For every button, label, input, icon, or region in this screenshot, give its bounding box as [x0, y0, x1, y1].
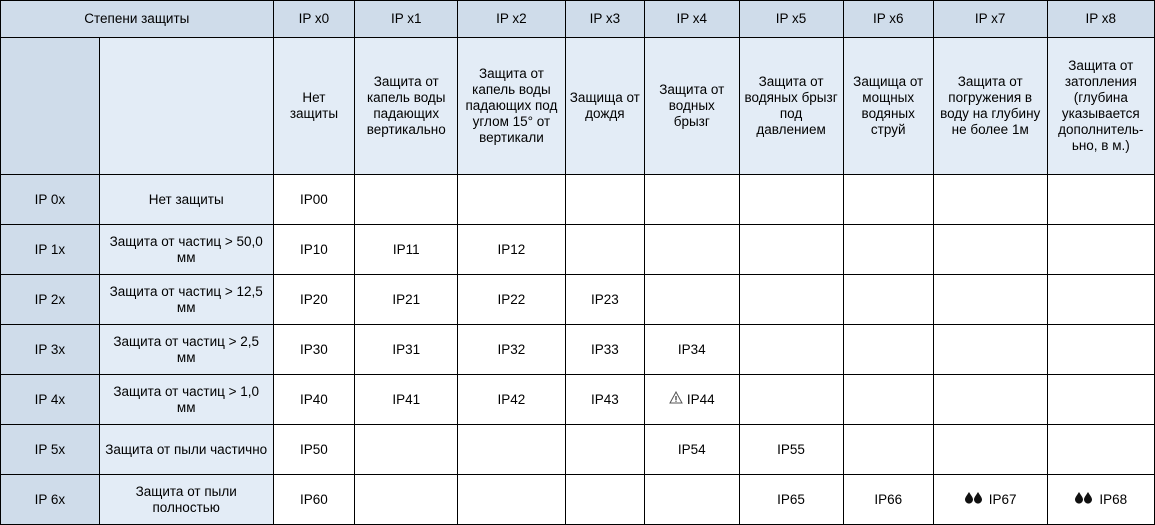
ip-code-cell — [273, 275, 355, 325]
water-drops-icon — [964, 491, 984, 509]
ip-code-cell — [273, 325, 355, 375]
ip-code-cell — [739, 425, 843, 475]
ip-code-cell — [739, 325, 843, 375]
table-row — [1, 375, 1155, 425]
description-corner-left — [1, 38, 100, 175]
ip-code-cell — [933, 325, 1047, 375]
table-header-row — [1, 1, 1155, 38]
column-header-3: IP x3 — [565, 1, 644, 38]
table-row — [1, 275, 1155, 325]
ip-code-cell — [458, 475, 565, 525]
ip-code-label: IP10 — [300, 241, 328, 257]
ip-code-label: IP32 — [497, 341, 526, 357]
ip-code-cell — [458, 325, 565, 375]
ip-code-cell — [565, 275, 644, 325]
ip-code-label: IP33 — [590, 341, 619, 357]
ip-code-cell — [645, 225, 739, 275]
column-description-5: Защита от водяных брызг под давлением — [739, 38, 843, 175]
column-description-3: Защища от дождя — [565, 38, 644, 175]
ip-code-cell — [843, 175, 933, 225]
ip-code-cell — [273, 375, 355, 425]
column-header-5: IP x5 — [739, 1, 843, 38]
ip-code-label: IP40 — [300, 391, 328, 407]
ip-code-cell — [1047, 325, 1154, 375]
table-row — [1, 325, 1155, 375]
row-label-3: IP 3x — [1, 325, 100, 375]
row-label-6: IP 6x — [1, 475, 100, 525]
water-drops-icon — [1074, 491, 1094, 509]
column-header-6: IP x6 — [843, 1, 933, 38]
ip-code-cell — [933, 425, 1047, 475]
ip-code-cell — [843, 375, 933, 425]
ip-code-cell — [739, 475, 843, 525]
row-description-0: Нет защиты — [99, 175, 273, 225]
ip-code-label: IP00 — [300, 191, 328, 207]
ip-code-cell — [565, 325, 644, 375]
ip-code-label: IP22 — [497, 291, 526, 307]
ip-code-cell — [355, 475, 458, 525]
column-header-4: IP x4 — [645, 1, 739, 38]
ip-code-cell — [1047, 475, 1154, 525]
column-description-0: Нет защиты — [273, 38, 355, 175]
ip-code-label: IP23 — [590, 291, 619, 307]
row-label-1: IP 1x — [1, 225, 100, 275]
ip-code-label: IP11 — [392, 241, 420, 257]
ip-code-cell — [458, 375, 565, 425]
ip-code-cell — [1047, 225, 1154, 275]
ip-code-cell — [1047, 175, 1154, 225]
description-corner-right — [99, 38, 273, 175]
ip-code-cell — [933, 375, 1047, 425]
ip-code-cell — [1047, 275, 1154, 325]
ip-code-cell — [645, 325, 739, 375]
ip-code-cell — [645, 275, 739, 325]
column-description-7: Защита от погружения в воду на глубину не более 1м — [933, 38, 1047, 175]
ip-code-cell — [565, 475, 644, 525]
table-row — [1, 425, 1155, 475]
ip-code-cell — [933, 225, 1047, 275]
row-description-6: Защита от пыли полностью — [99, 475, 273, 525]
row-description-3: Защита от частиц > 2,5 мм — [99, 325, 273, 375]
ip-code-cell — [565, 425, 644, 475]
ip-code-cell — [355, 375, 458, 425]
ip-code-cell — [645, 175, 739, 225]
ip-code-cell — [933, 475, 1047, 525]
ip-code-label: IP20 — [300, 291, 328, 307]
column-description-2: Защита от капель воды падающих под углом 15° от вертикали — [458, 38, 565, 175]
ip-code-cell — [843, 275, 933, 325]
column-header-8: IP x8 — [1047, 1, 1154, 38]
column-description-4: Защита от водных брызг — [645, 38, 739, 175]
ip-code-cell — [565, 225, 644, 275]
row-label-5: IP 5x — [1, 425, 100, 475]
row-description-5: Защита от пыли частично — [99, 425, 273, 475]
row-description-4: Защита от частиц > 1,0 мм — [99, 375, 273, 425]
ip-code-label: IP44 — [686, 391, 715, 407]
ip-code-label: IP41 — [392, 391, 421, 407]
column-description-1: Защита от капель воды падающих вертикально — [355, 38, 458, 175]
ip-code-cell — [843, 475, 933, 525]
ip-code-label: IP34 — [677, 341, 706, 357]
ip-code-cell — [458, 275, 565, 325]
ip-code-cell — [355, 175, 458, 225]
ip-code-cell — [355, 275, 458, 325]
ip-code-label: IP31 — [392, 341, 421, 357]
ip-code-label: IP67 — [988, 491, 1017, 507]
ip-code-cell — [458, 225, 565, 275]
ip-code-label: IP54 — [677, 441, 706, 457]
table-corner-label: Степени защиты — [1, 1, 274, 38]
ip-code-cell — [843, 325, 933, 375]
ip-code-cell — [565, 175, 644, 225]
table-row — [1, 475, 1155, 525]
ip-code-cell — [565, 375, 644, 425]
ip-code-cell — [355, 225, 458, 275]
table-row — [1, 225, 1155, 275]
column-header-1: IP x1 — [355, 1, 458, 38]
ip-code-cell — [1047, 425, 1154, 475]
ip-code-cell — [645, 475, 739, 525]
ip-code-cell — [739, 175, 843, 225]
ip-code-label: IP12 — [497, 241, 526, 257]
warning-triangle-icon — [669, 391, 683, 408]
ip-code-cell — [739, 375, 843, 425]
ip-code-cell — [273, 475, 355, 525]
ip-code-cell — [273, 425, 355, 475]
ip-code-cell — [843, 225, 933, 275]
column-description-6: Защища от мощных водяных струй — [843, 38, 933, 175]
ip-code-label: IP65 — [777, 491, 805, 507]
ip-code-cell — [933, 275, 1047, 325]
ip-code-label: IP21 — [392, 291, 421, 307]
column-header-2: IP x2 — [458, 1, 565, 38]
ip-code-cell — [739, 225, 843, 275]
ip-code-label: IP42 — [497, 391, 526, 407]
ip-code-cell — [1047, 375, 1154, 425]
ip-code-cell — [933, 175, 1047, 225]
ip-code-label: IP43 — [590, 391, 619, 407]
row-label-0: IP 0x — [1, 175, 100, 225]
ip-code-label: IP68 — [1099, 491, 1128, 507]
ip-code-cell — [273, 225, 355, 275]
ip-code-label: IP30 — [300, 341, 328, 357]
ip-code-label: IP50 — [300, 441, 328, 457]
ip-code-cell — [355, 325, 458, 375]
column-header-0: IP x0 — [273, 1, 355, 38]
ip-code-cell — [645, 375, 739, 425]
ip-code-cell — [273, 175, 355, 225]
row-description-2: Защита от частиц > 12,5 мм — [99, 275, 273, 325]
ip-code-cell — [843, 425, 933, 475]
ip-code-cell — [739, 275, 843, 325]
column-description-row — [1, 38, 1155, 175]
row-label-4: IP 4x — [1, 375, 100, 425]
ip-code-label: IP55 — [777, 441, 805, 457]
row-description-1: Защита от частиц > 50,0 мм — [99, 225, 273, 275]
table-row — [1, 175, 1155, 225]
row-label-2: IP 2x — [1, 275, 100, 325]
column-description-8: Защита от затопления (глубина указывается дополнитель-ьно, в м.) — [1047, 38, 1154, 175]
column-header-7: IP x7 — [933, 1, 1047, 38]
ip-code-cell — [458, 175, 565, 225]
ip-code-label: IP60 — [300, 491, 328, 507]
ip-code-cell — [645, 425, 739, 475]
ip-code-label: IP66 — [874, 491, 903, 507]
ip-code-cell — [458, 425, 565, 475]
ip-code-cell — [355, 425, 458, 475]
